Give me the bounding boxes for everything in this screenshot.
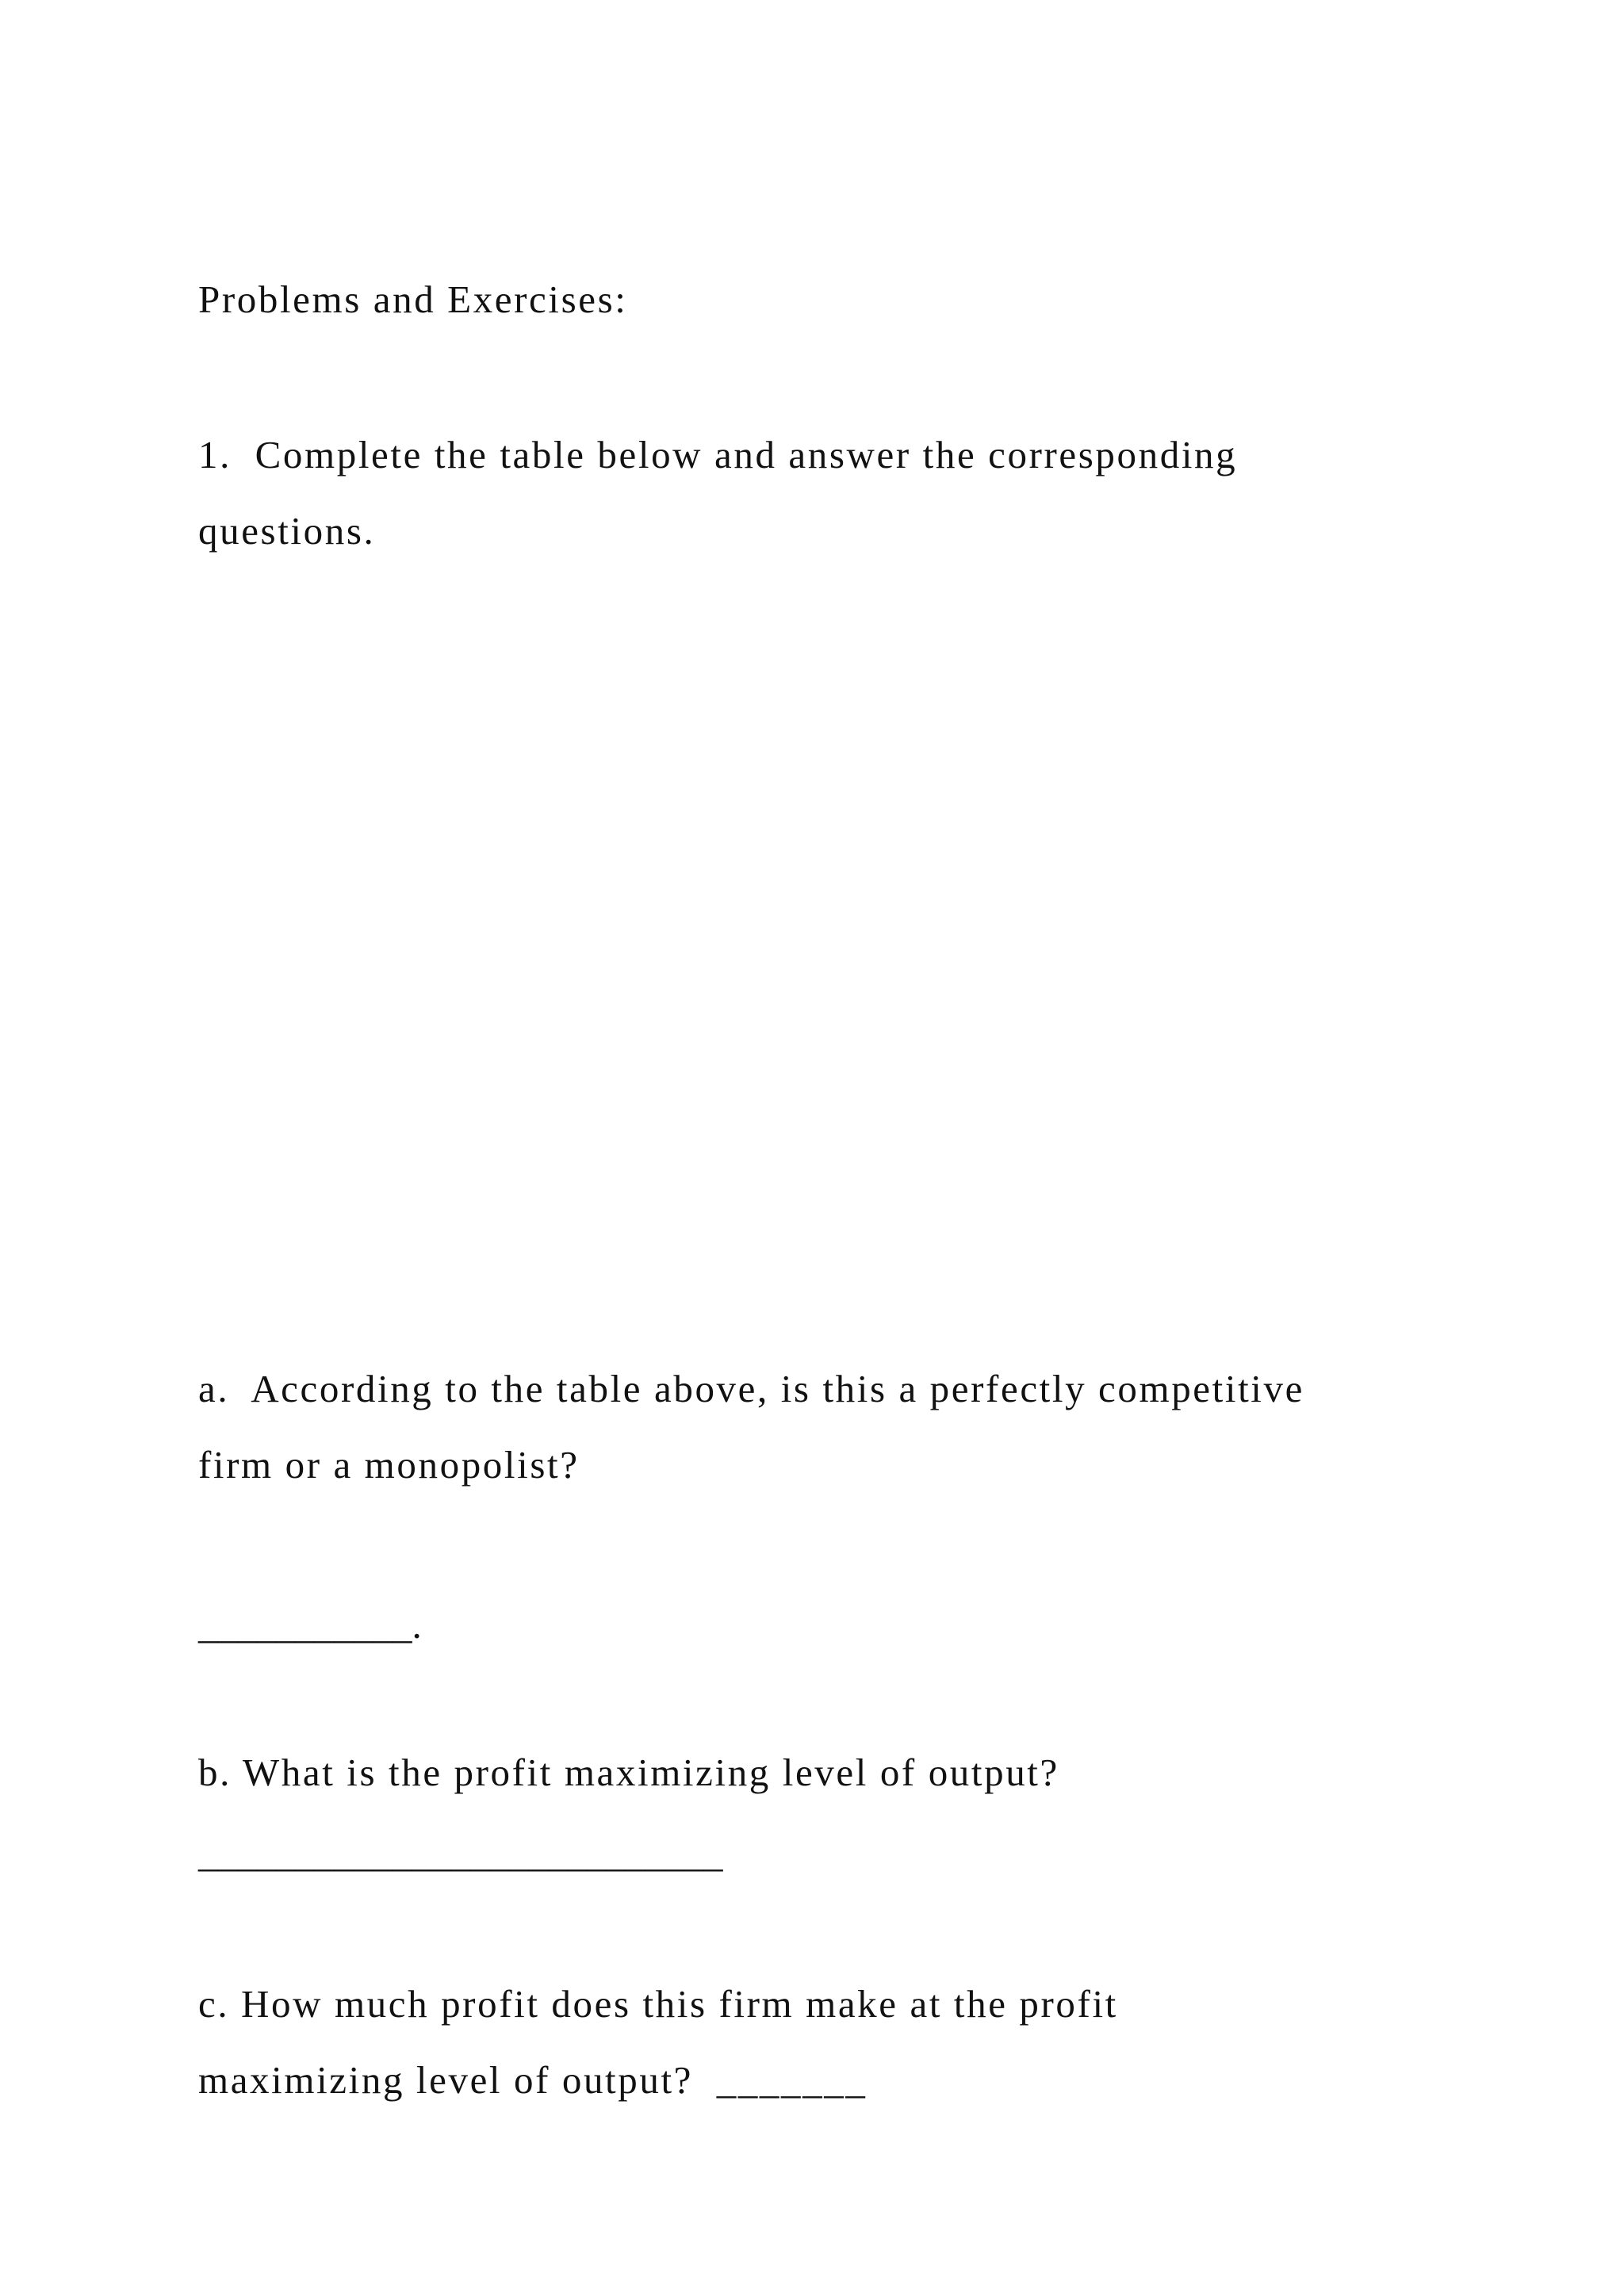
- question-a-answer-blank: ___________.: [198, 1603, 422, 1647]
- question-a-text-line-1: a. According to the table above, is this a perfectly competitive: [198, 1367, 1304, 1410]
- question-c-text-line-1: c. How much profit does this firm make at the profit: [198, 1982, 1118, 2026]
- problem-1-text-line-2: questions.: [198, 509, 376, 553]
- problem-1-text-line-1: 1. Complete the table below and answer the corresponding: [198, 433, 1238, 476]
- question-b-text: b. What is the profit maximizing level of output?: [198, 1751, 1059, 1794]
- question-b-answer-blank: ___________________________: [198, 1831, 723, 1875]
- question-a-text-line-2: firm or a monopolist?: [198, 1443, 580, 1487]
- question-c-text-line-2: maximizing level of output? _______: [198, 2058, 868, 2102]
- section-heading: Problems and Exercises:: [198, 277, 628, 321]
